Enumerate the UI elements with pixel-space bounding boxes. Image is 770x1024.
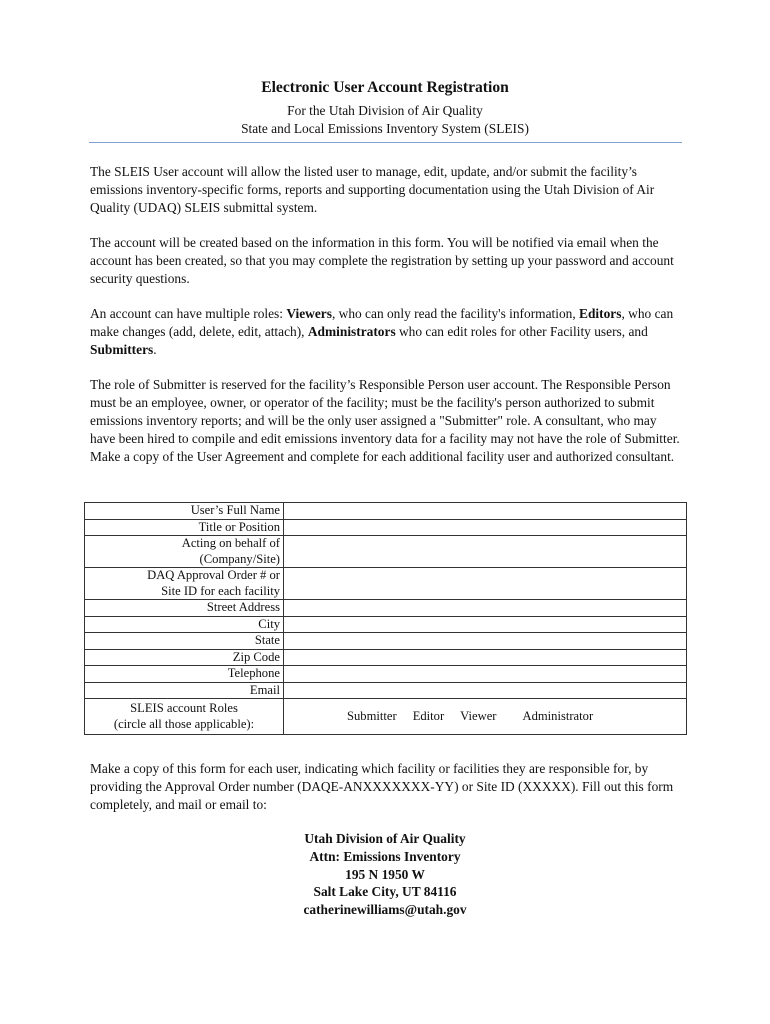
email-label: Email [85, 682, 284, 699]
form-row-title [85, 519, 687, 536]
form-row-state [85, 633, 687, 650]
zip-field[interactable] [284, 649, 687, 666]
roles-text: , who can make changes (add, delete, edit, attach), [90, 306, 674, 339]
daq-label-line1: DAQ Approval Order # or [147, 568, 280, 582]
acting-field[interactable] [284, 536, 687, 568]
role-option-editor[interactable]: Editor [412, 708, 445, 723]
roles-text: , who can only read the facility's information, [331, 306, 580, 321]
viewers-term: Viewers [286, 306, 332, 321]
intro-paragraph: The SLEIS User account will allow the listed user to manage, edit, update, and/or submit the facility’s emissions inventory-specific forms, reports and supporting documentation using the Utah Division of Air Quality (UDAQ) SLEIS submittal system. [90, 164, 655, 215]
role-option-viewer[interactable]: Viewer [460, 708, 497, 723]
role-option-submitter[interactable]: Submitter [347, 708, 397, 723]
form-row-daq [85, 568, 687, 600]
email-field[interactable] [284, 682, 687, 699]
role-options-group [287, 709, 683, 725]
notification-paragraph: The account will be created based on the information in this form. You will be notified via email when the account has been created, so that you may complete the registration by setting up your password and account security questions. [90, 235, 674, 286]
address-agency: Utah Division of Air Quality [304, 831, 466, 846]
form-row-zip [85, 649, 687, 666]
roles-text: . [153, 342, 157, 357]
daq-field[interactable] [284, 568, 687, 600]
telephone-label: Telephone [85, 666, 284, 683]
roles-options [284, 699, 687, 735]
roles-label-line1: SLEIS account Roles [130, 701, 238, 715]
document-subtitle-agency: For the Utah Division of Air Quality [287, 103, 483, 118]
city-label: City [85, 616, 284, 633]
title-label: Title or Position [85, 519, 284, 536]
header-divider [89, 142, 682, 143]
state-label: State [85, 633, 284, 650]
roles-paragraph [90, 305, 690, 359]
editors-term: Editors [579, 306, 622, 321]
acting-label-line2: (Company/Site) [199, 551, 280, 566]
document-subtitle-system: State and Local Emissions Inventory System (SLEIS) [241, 121, 529, 136]
address-attention: Attn: Emissions Inventory [309, 848, 461, 864]
form-row-street [85, 600, 687, 617]
telephone-field[interactable] [284, 666, 687, 683]
role-option-administrator[interactable]: Administrator [522, 708, 594, 723]
form-row-email [85, 682, 687, 699]
full-name-field[interactable] [284, 503, 687, 520]
form-row-roles [85, 699, 687, 735]
administrators-term: Administrators [307, 324, 396, 339]
instructions-paragraph: Make a copy of this form for each user, indicating which facility or facilities they are responsible for, by providing the Approval Order number (DAQE-ANXXXXXXX-YY) or Site ID (XXXXX). Fill out this form completely, and mail or email to: [90, 761, 674, 812]
address-email[interactable]: catherinewilliams@utah.gov [303, 902, 467, 918]
address-street: 195 N 1950 W [345, 866, 425, 882]
full-name-label: User’s Full Name [85, 503, 284, 520]
roles-text: An account can have multiple roles: [90, 306, 287, 321]
submitters-term: Submitters [90, 342, 154, 357]
state-field[interactable] [284, 633, 687, 650]
submitter-paragraph: The role of Submitter is reserved for the facility’s Responsible Person user account. The Responsible Person must be an employee, owner, or operator of the facility; must be the facility's person authorized to submit emissions inventory reports; and will be the only user assigned a "Submitter" role. A consultant, who may have been hired to compile and edit emissions inventory data for a facility may not have the role of Submitter. Make a copy of the User Agreement and complete for each additional facility user and authorized consultant. [90, 377, 680, 464]
document-title: Electronic User Account Registration [261, 79, 509, 96]
roles-text: who can edit roles for other Facility users, and [395, 324, 648, 339]
daq-label [85, 568, 284, 600]
form-row-city [85, 616, 687, 633]
address-city-state-zip: Salt Lake City, UT 84116 [313, 884, 457, 900]
mailing-address [0, 830, 770, 919]
registration-form-table [84, 502, 687, 735]
street-label: Street Address [85, 600, 284, 617]
title-field[interactable] [284, 519, 687, 536]
acting-label [85, 536, 284, 568]
city-field[interactable] [284, 616, 687, 633]
street-field[interactable] [284, 600, 687, 617]
form-row-telephone [85, 666, 687, 683]
form-row-acting [85, 536, 687, 568]
form-row-full-name [85, 503, 687, 520]
daq-label-line2: Site ID for each facility [161, 583, 280, 598]
acting-label-line1: Acting on behalf of [181, 536, 280, 550]
zip-label: Zip Code [85, 649, 284, 666]
roles-label [85, 699, 284, 735]
roles-label-line2: (circle all those applicable): [113, 716, 255, 731]
